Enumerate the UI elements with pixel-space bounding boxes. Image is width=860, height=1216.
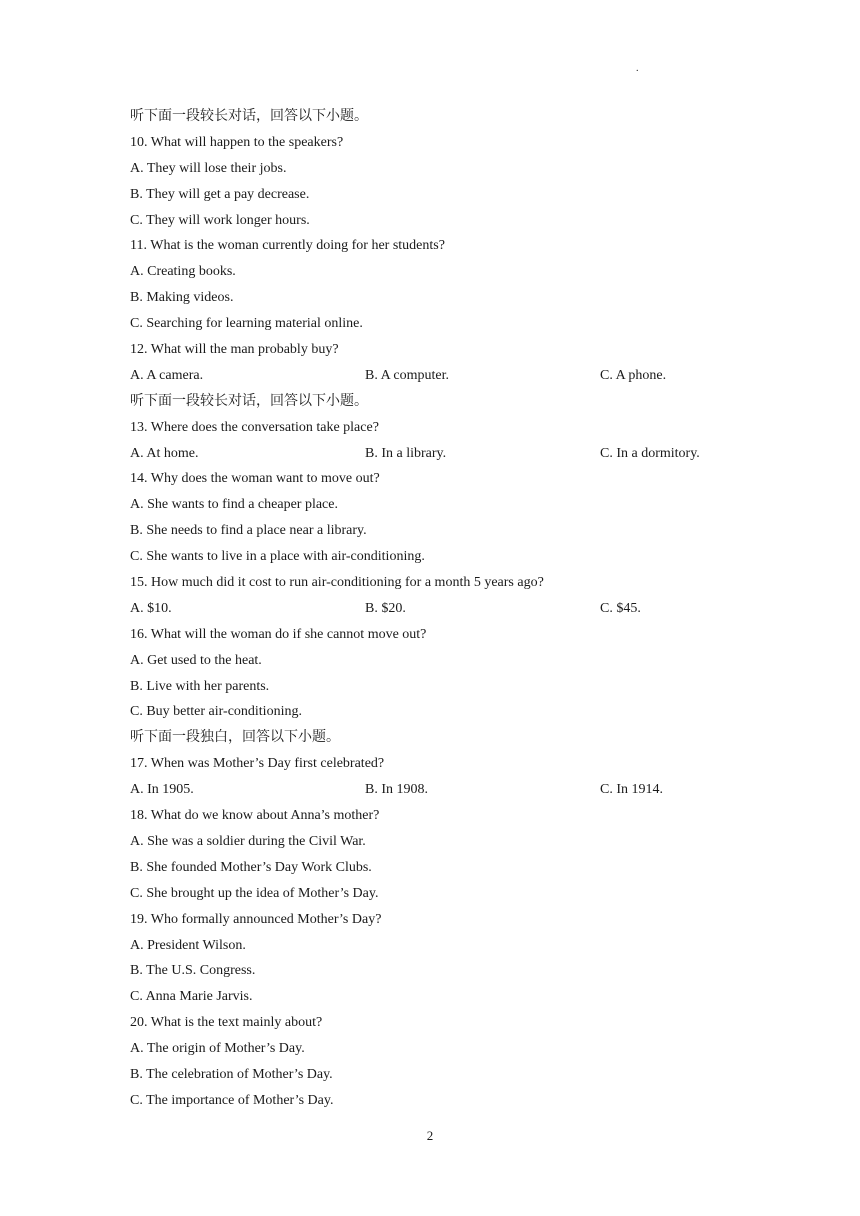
option-item: A. In 1905. xyxy=(130,782,194,798)
question-stem: 13. Where does the conversation take place? xyxy=(130,419,379,435)
answer-option: B. Making videos. xyxy=(130,290,234,306)
section-instruction: 听下面一段独白，回答以下小题。 xyxy=(130,730,340,746)
answer-option: B. The U.S. Congress. xyxy=(130,963,256,979)
question-content xyxy=(130,104,730,1114)
option-item: A. A camera. xyxy=(130,367,204,383)
option-item: C. $45. xyxy=(600,600,641,616)
option-item: C. In a dormitory. xyxy=(600,445,700,461)
answer-option: A. President Wilson. xyxy=(130,937,246,953)
answer-option: C. They will work longer hours. xyxy=(130,212,310,228)
answer-option: C. She brought up the idea of Mother’s Day. xyxy=(130,885,379,901)
answer-option: A. Creating books. xyxy=(130,264,236,280)
question-stem: 11. What is the woman currently doing for her students? xyxy=(130,238,445,254)
answer-option: C. Searching for learning material online. xyxy=(130,316,363,332)
section-instruction: 听下面一段较长对话，回答以下小题。 xyxy=(130,393,368,409)
answer-option: B. They will get a pay decrease. xyxy=(130,186,310,202)
question-stem: 18. What do we know about Anna’s mother? xyxy=(130,808,380,824)
options-row xyxy=(130,596,730,622)
option-item: C. A phone. xyxy=(600,367,667,383)
options-row xyxy=(130,363,730,389)
answer-option: A. They will lose their jobs. xyxy=(130,160,287,176)
option-item: B. In a library. xyxy=(365,445,447,461)
question-stem: 17. When was Mother’s Day first celebrated? xyxy=(130,756,385,772)
answer-option: A. Get used to the heat. xyxy=(130,652,262,668)
answer-option: A. She was a soldier during the Civil War. xyxy=(130,833,366,849)
page-number: 2 xyxy=(426,1128,434,1143)
answer-option: C. Buy better air-conditioning. xyxy=(130,704,302,720)
answer-option: B. The celebration of Mother’s Day. xyxy=(130,1066,333,1082)
options-row xyxy=(130,777,730,803)
question-stem: 12. What will the man probably buy? xyxy=(130,342,339,358)
option-item: B. $20. xyxy=(365,600,406,616)
answer-option: B. Live with her parents. xyxy=(130,678,270,694)
option-item: C. In 1914. xyxy=(600,782,663,798)
answer-option: C. She wants to live in a place with air-conditioning. xyxy=(130,549,425,565)
option-item: A. $10. xyxy=(130,600,172,616)
options-row xyxy=(130,441,730,467)
answer-option: B. She founded Mother’s Day Work Clubs. xyxy=(130,859,372,875)
question-stem: 10. What will happen to the speakers? xyxy=(130,134,344,150)
question-stem: 16. What will the woman do if she cannot move out? xyxy=(130,626,427,642)
page-mark: . xyxy=(636,63,639,74)
question-stem: 19. Who formally announced Mother’s Day? xyxy=(130,911,382,927)
answer-option: B. She needs to find a place near a library. xyxy=(130,523,367,539)
option-item: A. At home. xyxy=(130,445,199,461)
answer-option: C. The importance of Mother’s Day. xyxy=(130,1092,334,1108)
option-item: B. In 1908. xyxy=(365,782,428,798)
option-item: B. A computer. xyxy=(365,367,449,383)
answer-option: A. The origin of Mother’s Day. xyxy=(130,1041,305,1057)
question-stem: 20. What is the text mainly about? xyxy=(130,1015,323,1031)
question-stem: 14. Why does the woman want to move out? xyxy=(130,471,380,487)
answer-option: A. She wants to find a cheaper place. xyxy=(130,497,338,513)
section-instruction: 听下面一段较长对话，回答以下小题。 xyxy=(130,109,368,124)
answer-option: C. Anna Marie Jarvis. xyxy=(130,989,253,1005)
question-stem: 15. How much did it cost to run air-conditioning for a month 5 years ago? xyxy=(130,575,544,591)
